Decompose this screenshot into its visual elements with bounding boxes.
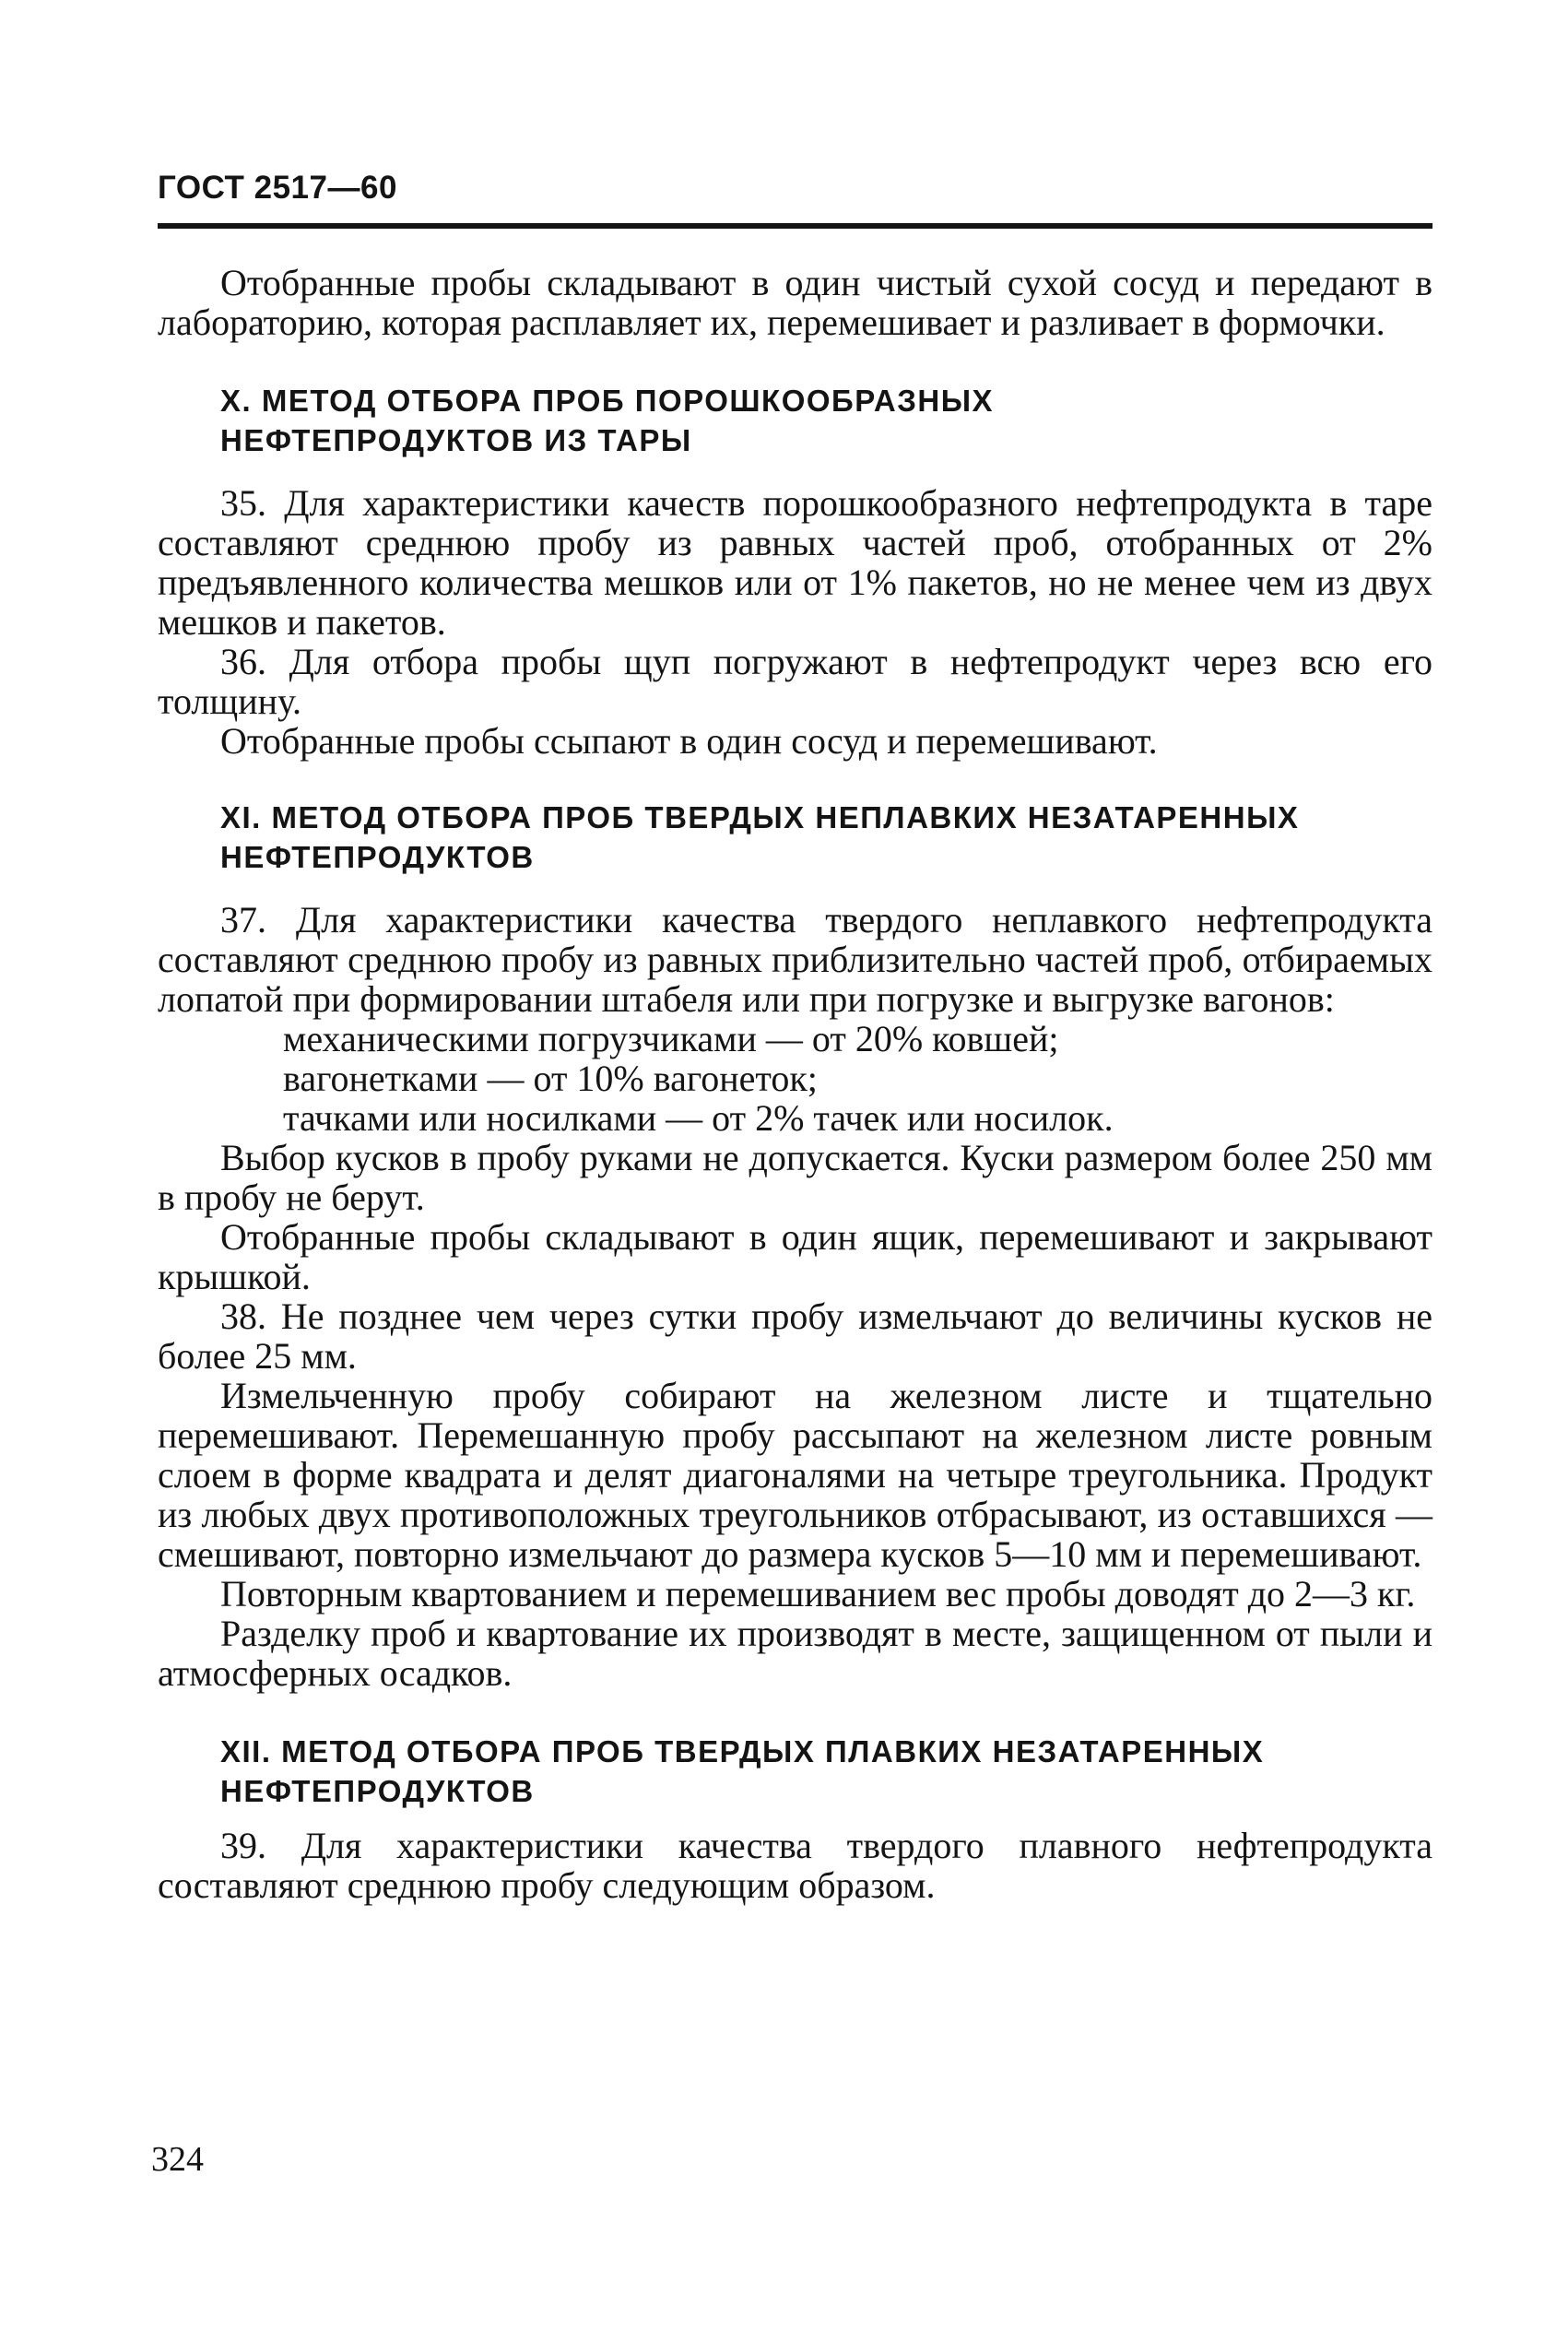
section-heading: X. МЕТОД ОТБОРА ПРОБ ПОРОШКООБРАЗНЫХ (220, 384, 995, 418)
paragraph: 36. Для отбора пробы щуп погружают в нефтепродукт через всю его толщину. (158, 641, 1432, 722)
paragraph: 38. Не позднее чем через сутки пробу измельчают до величины кусков не более 25 мм. (158, 1295, 1432, 1377)
spacer (158, 877, 1432, 900)
section-heading: НЕФТЕПРОДУКТОВ (220, 840, 535, 874)
spacer (158, 342, 1432, 381)
section-heading: XI. МЕТОД ОТБОРА ПРОБ ТВЕРДЫХ НЕПЛАВКИХ НЕЗАТАРЕННЫХ (220, 800, 1300, 834)
paragraph: 39. Для характеристики качества твердого плавного нефтепродукта составляют среднюю пробу следующим образом. (158, 1825, 1432, 1906)
paragraph: Разделку проб и квартование их производят в месте, защищенном от пыли и атмосферных осадков. (158, 1613, 1432, 1694)
section-heading: НЕФТЕПРОДУКТОВ ИЗ ТАРЫ (220, 423, 692, 457)
document-header: ГОСТ 2517—60 (158, 170, 397, 206)
section-heading: НЕФТЕПРОДУКТОВ (220, 1774, 535, 1808)
spacer (158, 1811, 1432, 1826)
spacer (158, 761, 1432, 798)
list-item: вагонетками — от 10% вагонеток; (283, 1058, 818, 1099)
header-rule (158, 223, 1432, 229)
paragraph: 37. Для характеристики качества твердого неплавкого нефтепродукта составляют среднюю пробу из равных приблизительно частей проб, отбираемых лопатой при формировании штабеля или при погрузке и выгрузке вагонов: (158, 899, 1432, 1020)
section-heading: XII. МЕТОД ОТБОРА ПРОБ ТВЕРДЫХ ПЛАВКИХ НЕЗАТАРЕННЫХ (220, 1734, 1265, 1768)
list-item: тачками или носилками — от 2% тачек или носилок. (283, 1097, 1114, 1139)
paragraph: Повторным квартованием и перемешиванием вес пробы доводят до 2—3 кг. (220, 1573, 1416, 1614)
paragraph: Отобранные пробы ссыпают в один сосуд и перемешивают. (220, 720, 1158, 762)
paragraph: Выбор кусков в пробу руками не допускается. Куски размером более 250 мм в пробу не берут. (158, 1137, 1432, 1218)
paragraph: Отобранные пробы складывают в один чистый сухой сосуд и передают в лабораторию, которая расплавляет их, перемешивает и разливает в формочки. (158, 262, 1432, 343)
paragraph: 35. Для характеристики качеств порошкообразного нефтепродукта в таре составляют среднюю пробу из равных частей проб, отобранных от 2% предъявленного количества мешков или от 1% пакетов, но не менее чем из двух мешков и пакетов. (158, 482, 1432, 643)
paragraph: Отобранные пробы складывают в один ящик, перемешивают и закрывают крышкой. (158, 1216, 1432, 1297)
document-body (158, 263, 1432, 1905)
spacer (158, 1693, 1432, 1732)
paragraph: Измельченную пробу собирают на железном листе и тщательно перемешивают. Перемешанную пробу рассыпают на железном листе ровным слоем в форме квадрата и делят диагоналями на четыре треугольника. Продукт из любых двух противоположных треугольников отбрасывают, из оставшихся — смешивают, повторно измельчают до размера кусков 5—10 мм и перемешивают. (158, 1375, 1432, 1575)
page-number: 324 (151, 2140, 204, 2179)
spacer (158, 460, 1432, 483)
list-item: механическими погрузчиками — от 20% ковшей; (283, 1018, 1059, 1059)
